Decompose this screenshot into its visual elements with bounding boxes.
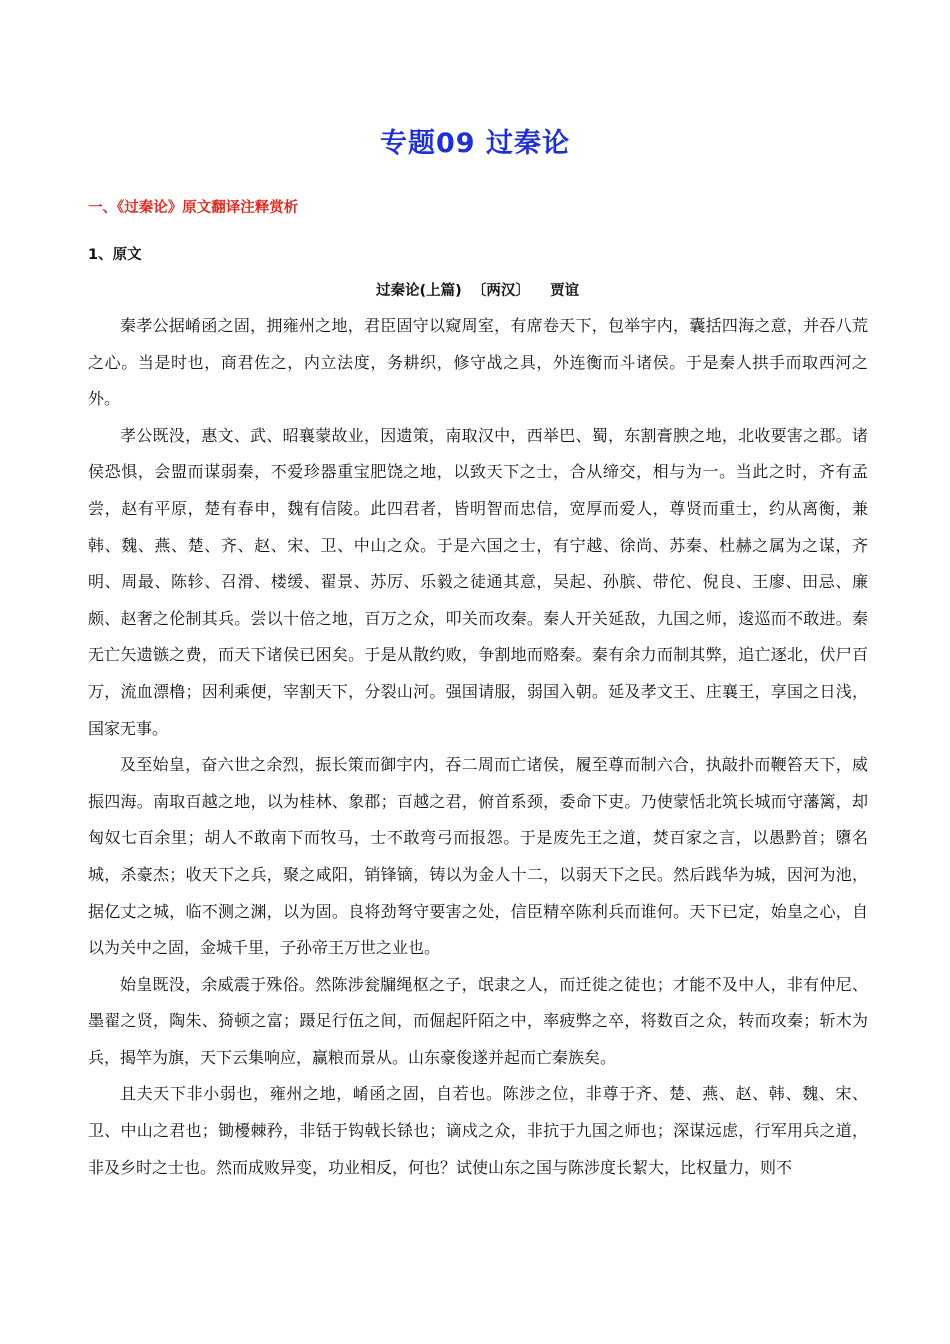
section-heading: 一、《过秦论》原文翻译注释赏析 <box>88 200 299 216</box>
body-text <box>88 308 868 1186</box>
paragraph: 孝公既没，惠文、武、昭襄蒙故业，因遗策，南取汉中，西举巴、蜀，东割膏腴之地，北收要害之郡。诸侯恐惧，会盟而谋弱秦，不爱珍器重宝肥饶之地，以致天下之士，合从缔交，相与为一。当此之时，齐有孟尝，赵有平原，楚有春申，魏有信陵。此四君者，皆明智而忠信，宽厚而爱人，尊贤而重士，约从离衡，兼韩、魏、燕、楚、齐、赵、宋、卫、中山之众。于是六国之士，有宁越、徐尚、苏秦、杜赫之属为之谋，齐明、周最、陈轸、召滑、楼缓、翟景、苏厉、乐毅之徒通其意，吴起、孙膑、带佗、倪良、王廖、田忌、廉颇、赵奢之伦制其兵。尝以十倍之地，百万之众，叩关而攻秦。秦人开关延敌，九国之师，逡巡而不敢进。秦无亡矢遗镞之费，而天下诸侯已困矣。于是从散约败，争割地而赂秦。秦有余力而制其弊，追亡逐北，伏尸百万，流血漂橹；因利乘便，宰割天下，分裂山河。强国请服，弱国入朝。延及孝文王、庄襄王，享国之日浅，国家无事。 <box>88 425 868 738</box>
work-dynasty: 〔两汉〕 <box>471 283 530 299</box>
work-name: 过秦论(上篇) <box>376 283 462 299</box>
paragraph: 及至始皇，奋六世之余烈，振长策而御宇内，吞二周而亡诸侯，履至尊而制六合，执敲扑而鞭笞天下，威振四海。南取百越之地，以为桂林、象郡；百越之君，俯首系颈，委命下吏。乃使蒙恬北筑长城而守藩篱，却匈奴七百余里；胡人不敢南下而牧马，士不敢弯弓而报怨。于是废先王之道，焚百家之言，以愚黔首；隳名城，杀豪杰；收天下之兵，聚之咸阳，销锋镝，铸以为金人十二，以弱天下之民。然后践华为城，因河为池，据亿丈之城，临不测之渊，以为固。良将劲弩守要害之处，信臣精卒陈利兵而谁何。天下已定，始皇之心，自以为关中之固，金城千里，子孙帝王万世之业也。 <box>88 755 868 958</box>
paragraph: 秦孝公据崤函之固，拥雍州之地，君臣固守以窥周室，有席卷天下，包举宇内，囊括四海之意，并吞八荒之心。当是时也，商君佐之，内立法度，务耕织，修守战之具，外连衡而斗诸侯。于是秦人拱手而取西河之外。 <box>88 316 868 409</box>
work-title-line <box>376 279 579 300</box>
sub-heading: 1、原文 <box>88 247 142 263</box>
work-author: 贾谊 <box>550 283 580 299</box>
page-title: 专题09 过秦论 <box>380 128 570 159</box>
paragraph: 且夫天下非小弱也，雍州之地，崤函之固，自若也。陈涉之位，非尊于齐、楚、燕、赵、韩、魏、宋、卫、中山之君也；锄櫌棘矜，非铦于钩戟长铩也；谪戍之众，非抗于九国之师也；深谋远虑，行军用兵之道，非及乡时之士也。然而成败异变，功业相反，何也？试使山东之国与陈涉度长絜大，比权量力，则不 <box>88 1084 868 1177</box>
paragraph: 始皇既没，余威震于殊俗。然陈涉瓮牖绳枢之子，氓隶之人，而迁徙之徒也；才能不及中人，非有仲尼、墨翟之贤，陶朱、猗顿之富；蹑足行伍之间，而倔起阡陌之中，率疲弊之卒，将数百之众，转而攻秦；斩木为兵，揭竿为旗，天下云集响应，赢粮而景从。山东豪俊遂并起而亡秦族矣。 <box>88 974 868 1067</box>
